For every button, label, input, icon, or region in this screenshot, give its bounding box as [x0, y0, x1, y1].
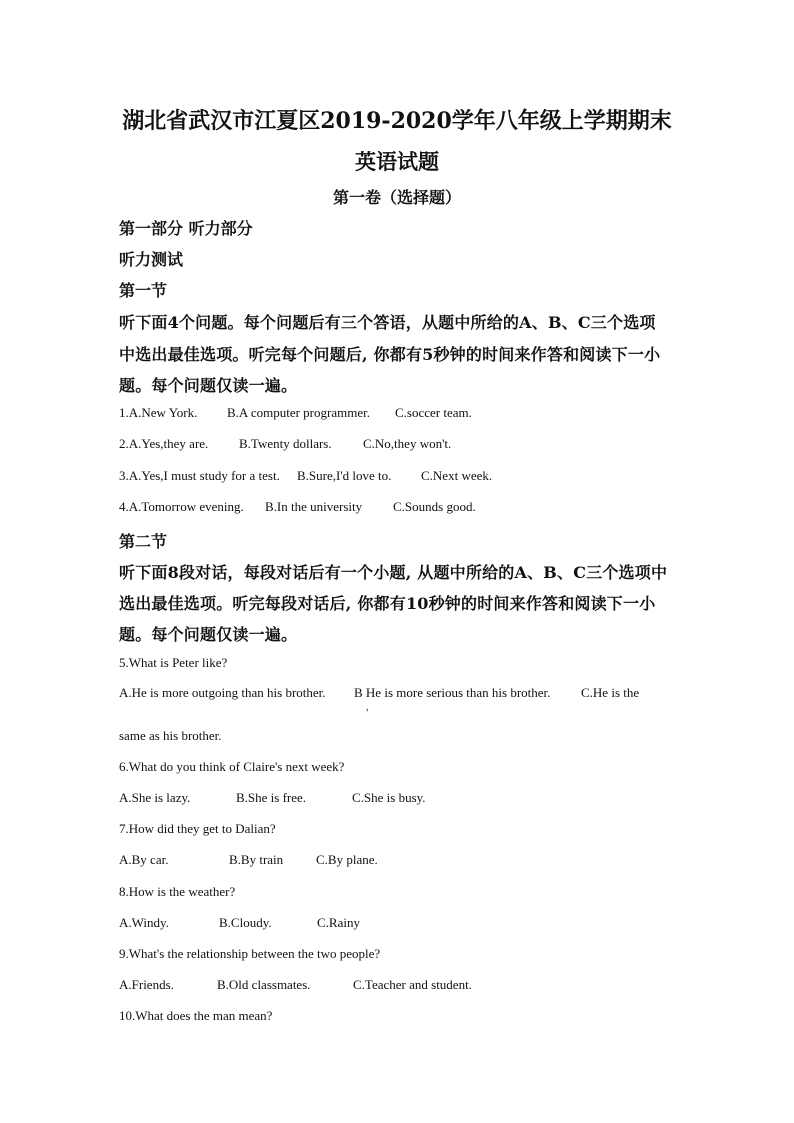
option-a: 3.A.Yes,I must study for a test.	[119, 468, 280, 483]
question-6-options	[119, 790, 426, 806]
option-c: C.soccer team.	[395, 405, 472, 420]
question-9-options	[119, 977, 472, 993]
option-b: B.She is free.	[236, 790, 307, 805]
section2-label: 第二节	[119, 532, 168, 551]
section1-instruction-line: 中选出最佳选项。听完每个问题后, 你都有5秒钟的时间来作答和阅读下一小	[119, 345, 661, 364]
option-b: B.By train	[229, 852, 284, 867]
option-b: B.In the university	[265, 499, 363, 514]
question-2	[119, 436, 451, 452]
part-subheading: 听力测试	[119, 250, 184, 269]
option-c: C.Sounds good.	[393, 499, 476, 514]
option-c: C.Next week.	[421, 468, 493, 483]
question-9-stem: 9.What's the relationship between the two people?	[119, 946, 381, 961]
option-b: B.Old classmates.	[217, 977, 311, 992]
option-c: C.By plane.	[316, 852, 378, 867]
question-1	[119, 405, 472, 421]
option-c: C.He is the	[581, 685, 640, 700]
section1-instruction-line: 听下面4个问题。每个问题后有三个答语，从题中所给的A、B、C三个选项	[119, 313, 656, 332]
question-3	[119, 468, 492, 484]
question-4	[119, 499, 476, 515]
section1-label: 第一节	[119, 281, 168, 300]
option-b: B.A computer programmer.	[227, 405, 370, 420]
option-b: B.Twenty dollars.	[239, 436, 332, 451]
question-8-stem: 8.How is the weather?	[119, 884, 236, 899]
option-b: B.Cloudy.	[219, 915, 272, 930]
option-c: C.No,they won't.	[363, 436, 452, 451]
option-c: C.Teacher and student.	[353, 977, 472, 992]
section2-instruction-line: 选出最佳选项。听完每段对话后, 你都有10秒钟的时间来作答和阅读下一小	[119, 594, 656, 613]
question-5-continuation: same as his brother.	[119, 728, 222, 743]
section2-instruction-line: 题。每个问题仅读一遍。	[119, 625, 298, 644]
option-a: 1.A.New York.	[119, 405, 198, 420]
question-7-options	[119, 852, 378, 868]
question-6-stem: 6.What do you think of Claire's next week?	[119, 759, 345, 774]
question-5-stem: 5.What is Peter like?	[119, 655, 228, 670]
stray-comma-mark: ,	[366, 702, 369, 713]
part-heading: 第一部分 听力部分	[119, 219, 253, 238]
option-a: 4.A.Tomorrow evening.	[119, 499, 244, 514]
option-c: C.Rainy	[317, 915, 360, 930]
question-7-stem: 7.How did they get to Dalian?	[119, 821, 276, 836]
option-a: A.Windy.	[119, 915, 169, 930]
exam-subtitle: 英语试题	[355, 149, 439, 174]
option-a: A.She is lazy.	[119, 790, 191, 805]
volume-label: 第一卷（选择题）	[332, 188, 461, 207]
option-a: A.By car.	[119, 852, 169, 867]
option-a: 2.A.Yes,they are.	[119, 436, 209, 451]
option-b: B.Sure,I'd love to.	[297, 468, 392, 483]
exam-title: 湖北省武汉市江夏区2019-2020学年八年级上学期期末	[122, 108, 672, 134]
section1-instruction-line: 题。每个问题仅读一遍。	[119, 376, 298, 395]
question-5-options	[119, 685, 639, 701]
option-a: A.Friends.	[119, 977, 174, 992]
option-a: A.He is more outgoing than his brother.	[119, 685, 326, 700]
option-c: C.She is busy.	[352, 790, 426, 805]
question-10-stem: 10.What does the man mean?	[119, 1008, 273, 1023]
section2-instruction-line: 听下面8段对话，每段对话后有一个小题, 从题中所给的A、B、C三个选项中	[119, 563, 668, 582]
question-8-options	[119, 915, 360, 931]
option-b: B He is more serious than his brother.	[354, 685, 551, 700]
